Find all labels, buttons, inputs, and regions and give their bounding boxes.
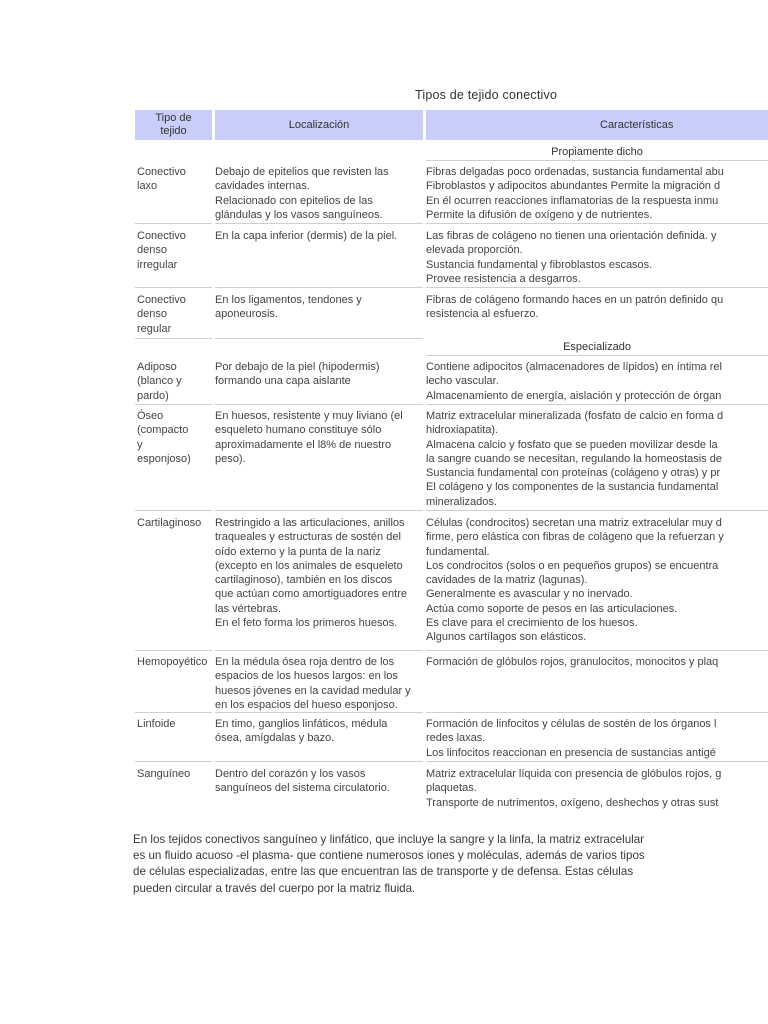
row-divider [215,338,423,339]
row-divider [426,404,768,405]
header-tipo-de-tejido: Tipo de tejido [135,110,212,140]
row-hemopoyetico-characteristics: Formación de glóbulos rojos, granulocitos, monocitos y plaq [426,656,719,668]
row-laxo-type: Conectivo laxo [137,166,186,193]
body-paragraph: En los tejidos conectivos sanguíneo y linfático, que incluye la sangre y la linfa, la matriz extracelular es un fluido acuoso -el plasma- que contiene numerosos iones y moléculas, además de varios tipos de células especializadas, entre las que encuentran las de transporte y de defensa. Estas células pueden circular a través del cuerpo por la matriz fluida. [133,833,645,895]
row-sanguineo-type: Sanguíneo [137,768,191,780]
row-divider [135,223,212,224]
row-divider [426,287,768,288]
row-adiposo-type: Adiposo (blanco y pardo) [137,361,182,402]
header-localizacion: Localización [215,110,423,140]
section-divider [426,160,768,161]
section-divider [426,355,768,356]
row-divider [426,223,768,224]
row-cartilaginoso-characteristics: Células (condrocitos) secretan una matriz extracelular muy d firme, pero elástica con fibras de colágeno que la refuerzan y fundamental. Los condrocitos (solos o en pequeños grupos) se encuentra cavidades de la matriz (lagunas). Generalmente es avascular y no inervado. Actúa como soporte de pesos en las articulaciones. Es clave para el crecimiento de los huesos. Algunos cartílagos son elásticos. [426,517,724,644]
row-divider [215,223,423,224]
row-denso-regular-type: Conectivo denso regular [137,294,186,335]
row-denso-irregular-type: Conectivo denso irregular [137,230,186,271]
table-title: Tipos de tejido conectivo [415,88,558,102]
row-linfoide-location: En timo, ganglios linfáticos, médula ósea, amígdalas y bazo. [215,718,388,745]
row-laxo-location: Debajo de epitelios que revisten las cavidades internas. Relacionado con epitelios de las glándulas y los vasos sanguíneos. [215,166,389,221]
row-denso-irregular-location: En la capa inferior (dermis) de la piel. [215,230,398,242]
row-sanguineo-location: Dentro del corazón y los vasos sanguíneos del sistema circulatorio. [215,768,390,795]
row-hemopoyetico-location: En la médula ósea roja dentro de los espacios de los huesos largos: en los huesos jóvenes en la cavidad medular y en los espacios del hueso esponjoso. [215,656,411,711]
row-hemopoyetico-type: Hemopoyético [137,656,208,668]
row-oseo-type: Óseo (compacto y esponjoso) [137,410,191,465]
row-denso-regular-location: En los ligamentos, tendones y aponeurosis. [215,294,362,321]
row-sanguineo-characteristics: Matriz extracelular líquida con presencia de glóbulos rojos, g plaquetas. Transporte de nutrimentos, oxígeno, deshechos y otras sust [426,768,722,809]
row-denso-irregular-characteristics: Las fibras de colágeno no tienen una orientación definida. y elevada proporción. Sustancia fundamental y fibroblastos escasos. Provee resistencia a desgarros. [426,230,717,285]
row-divider [215,650,423,651]
row-divider [215,712,423,713]
row-divider [215,510,423,511]
row-divider [135,712,212,713]
row-laxo-characteristics: Fibras delgadas poco ordenadas, sustancia fundamental abu Fibroblastos y adipocitos abundantes Permite la migración d En él ocurren reacciones inflamatorias de la respuesta inmu Permite la difusión de oxígeno y de nutrientes. [426,166,724,221]
row-divider [135,404,212,405]
row-divider [215,287,423,288]
row-divider [135,761,212,762]
row-cartilaginoso-location: Restringido a las articulaciones, anillos traqueales y estructuras de sostén del oído externo y la punta de la nariz (excepto en los animales de esqueleto cartilaginoso), también en los discos que actúan como amortiguadores entre las vértebras. En el feto forma los primeros huesos. [215,517,408,630]
row-divider [135,510,212,511]
row-oseo-characteristics: Matriz extracelular mineralizada (fosfato de calcio en forma d hidroxiapatita). Almacena calcio y fosfato que se pueden movilizar desde la la sangre cuando se necesitan, regulando la homeostasis de Sustancia fundamental con proteínas (colágeno y otras) y pr El colágeno y los componentes de la sustancia fundamental mineralizados. [426,410,724,508]
row-divider [135,338,212,339]
row-adiposo-location: Por debajo de la piel (hipodermis) formando una capa aislante [215,361,380,388]
row-divider [426,712,768,713]
row-divider [426,761,768,762]
row-divider [215,761,423,762]
row-divider [426,510,768,511]
row-denso-regular-characteristics: Fibras de colágeno formando haces en un patrón definido qu resistencia al esfuerzo. [426,294,724,321]
row-linfoide-type: Linfoide [137,718,176,730]
header-caracteristicas: Características [426,110,768,140]
section-propiamente-dicho: Propiamente dicho [551,146,643,158]
row-divider [215,404,423,405]
section-especializado: Especializado [563,341,631,353]
row-oseo-location: En huesos, resistente y muy liviano (el esqueleto humano constituye sólo aproximadamente el l8% de nuestro peso). [215,410,403,465]
row-divider [426,650,768,651]
row-linfoide-characteristics: Formación de linfocitos y células de sostén de los órganos l redes laxas. Los linfocitos reaccionan en presencia de sustancias antigé [426,718,717,759]
row-cartilaginoso-type: Cartilaginoso [137,517,202,529]
row-divider [135,650,212,651]
row-divider [135,287,212,288]
row-adiposo-characteristics: Contiene adipocitos (almacenadores de lípidos) en íntima rel lecho vascular. Almacenamiento de energía, aislación y protección de órgan [426,361,722,402]
connective-tissue-table [135,110,768,820]
